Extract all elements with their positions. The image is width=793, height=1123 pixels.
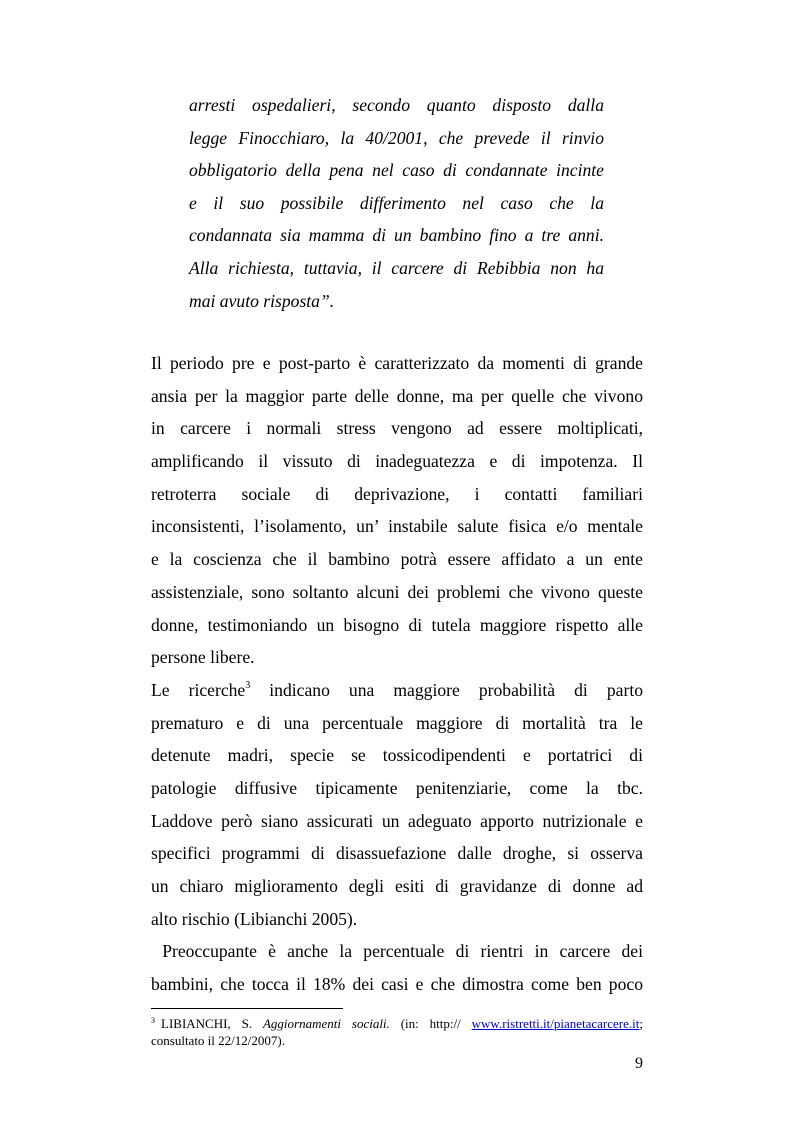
body-line: in carcere i normali stress vengono ad essere moltiplicati, — [151, 418, 643, 439]
body-line: e la coscienza che il bambino potrà essere affidato a un ente — [151, 549, 643, 570]
body-line: Laddove però siano assicurati un adeguato apporto nutrizionale e — [151, 810, 643, 831]
footnote-author: LIBIANCHI, S. — [161, 1016, 253, 1031]
body-line: patologie diffusive tipicamente penitenziarie, come la tbc. — [151, 777, 643, 798]
footnote-number: 3 — [151, 1016, 155, 1025]
body-line-with-ref — [151, 674, 643, 707]
body-line: donne, testimoniando un bisogno di tutela maggiore rispetto alle — [151, 614, 643, 635]
footnote-separator — [151, 1008, 343, 1009]
quote-line: Alla richiesta, tuttavia, il carcere di Rebibbia non ha — [189, 257, 604, 278]
footnote — [151, 1015, 643, 1049]
quote-line: condannata sia mamma di un bambino fino a tre anni. — [189, 225, 604, 246]
body-line: specifici programmi di disassuefazione dalle droghe, si osserva — [151, 843, 643, 864]
footnote-line-2: consultato il 22/12/2007). — [151, 1033, 285, 1048]
footnote-link[interactable]: www.ristretti.it/pianetacarcere.it — [471, 1016, 640, 1031]
body-line: assistenziale, sono soltanto alcuni dei problemi che vivono queste — [151, 581, 643, 602]
page-number: 9 — [635, 1055, 643, 1072]
body-line: alto rischio (Libianchi 2005). — [151, 908, 358, 929]
footnote-ref[interactable]: 3 — [245, 679, 251, 691]
block-quote — [189, 89, 604, 317]
body-line: un chiaro miglioramento degli esiti di gravidanze di donne ad — [151, 876, 643, 896]
body-line: inconsistenti, l’isolamento, un’ instabile salute fisica e/o mentale — [151, 516, 643, 537]
body-line: Preoccupante è anche la percentuale di rientri in carcere dei — [151, 941, 643, 962]
quote-line: mai avuto risposta”. — [189, 290, 335, 311]
quote-line: arresti ospedalieri, secondo quanto disposto dalla — [189, 95, 604, 115]
body-line: detenute madri, specie se tossicodipendenti e portatrici di — [151, 745, 643, 766]
footnote-after-link: ; — [639, 1016, 643, 1031]
quote-line: legge Finocchiaro, la 40/2001, che prevede il rinvio — [189, 127, 604, 148]
body-line-start: Le ricerche — [151, 679, 246, 700]
footnote-line — [151, 1015, 643, 1032]
body-line: bambini, che tocca il 18% dei casi e che dimostra come ben poco — [151, 974, 643, 995]
body-line-rest: indicano una maggiore probabilità di parto — [269, 679, 644, 700]
body-line: ansia per la maggior parte delle donne, ma per quelle che vivono — [151, 385, 643, 406]
body-line: prematuro e di una percentuale maggiore di mortalità tra le — [151, 712, 643, 733]
footnote-prefix: (in: http:// — [400, 1016, 461, 1031]
body-line: amplificando il vissuto di inadeguatezza e di impotenza. Il — [151, 451, 643, 472]
quote-line: obbligatorio della pena nel caso di condannate incinte — [189, 160, 604, 181]
body-line: persone libere. — [151, 647, 255, 668]
body-line: retroterra sociale di deprivazione, i contatti familiari — [151, 483, 643, 504]
footnote-title: Aggiornamenti sociali. — [262, 1016, 390, 1031]
quote-line: e il suo possibile differimento nel caso che la — [189, 192, 604, 213]
body-text — [151, 347, 643, 1001]
body-line: Il periodo pre e post-parto è caratterizzato da momenti di grande — [151, 353, 643, 373]
